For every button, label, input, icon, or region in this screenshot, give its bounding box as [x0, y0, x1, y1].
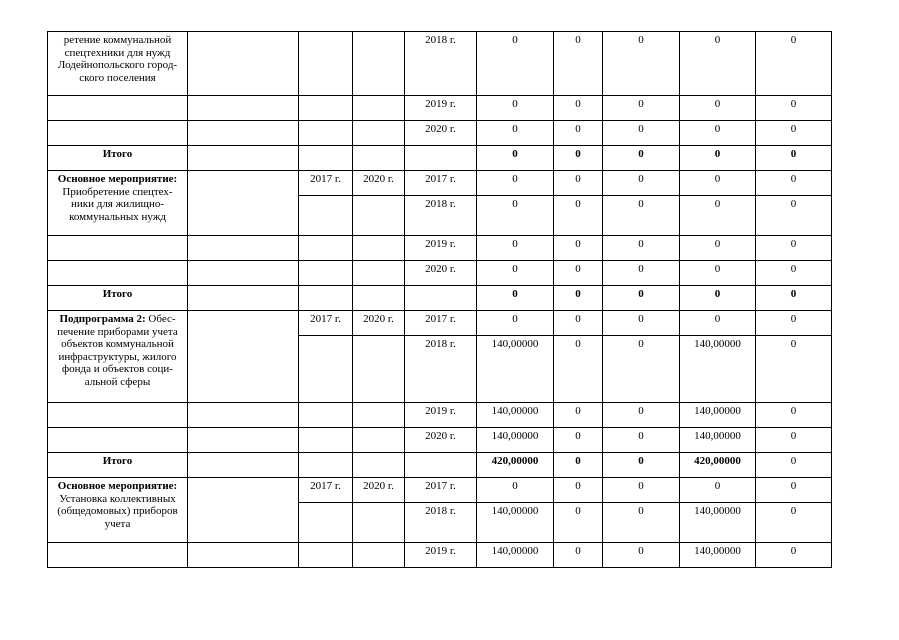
empty-cell — [188, 428, 299, 453]
value-cell: 0 — [680, 261, 756, 286]
value-cell: 0 — [603, 32, 680, 96]
total-value: 0 — [756, 453, 832, 478]
desc-line: ского поселения — [79, 71, 156, 84]
empty-cell — [188, 121, 299, 146]
value-cell: 0 — [554, 121, 603, 146]
empty-cell — [405, 453, 477, 478]
desc-line: спецтехники для нужд — [64, 46, 171, 59]
empty-cell — [353, 403, 405, 428]
measure-description-cell — [48, 171, 188, 236]
value-cell: 140,00000 — [680, 403, 756, 428]
value-cell: 0 — [477, 32, 554, 96]
year-cell: 2017 г. — [405, 478, 477, 503]
value-cell: 0 — [603, 428, 680, 453]
empty-cell — [353, 121, 405, 146]
empty-cell — [188, 96, 299, 121]
value-cell: 140,00000 — [477, 543, 554, 568]
start-year-cell: 2017 г. — [299, 478, 353, 503]
value-cell: 0 — [603, 503, 680, 543]
empty-cell — [188, 286, 299, 311]
empty-cell — [188, 403, 299, 428]
value-cell: 0 — [554, 236, 603, 261]
value-cell: 0 — [756, 261, 832, 286]
desc-first-line — [51, 313, 184, 326]
empty-cell — [353, 286, 405, 311]
empty-cell — [188, 32, 299, 96]
measure-description-cell — [48, 311, 188, 403]
table-row — [48, 121, 832, 146]
year-cell: 2019 г. — [405, 236, 477, 261]
total-label: Итого — [48, 286, 188, 311]
year-cell: 2018 г. — [405, 336, 477, 403]
value-cell: 0 — [756, 32, 832, 96]
table-row-total — [48, 146, 832, 171]
table-row — [48, 171, 832, 196]
desc-line: ники для жилищно- — [70, 198, 165, 210]
value-cell: 0 — [477, 171, 554, 196]
empty-cell — [405, 286, 477, 311]
end-year-cell: 2020 г. — [353, 478, 405, 503]
value-cell: 0 — [603, 478, 680, 503]
table-row — [48, 261, 832, 286]
year-cell: 2017 г. — [405, 171, 477, 196]
value-cell: 140,00000 — [680, 428, 756, 453]
total-value: 0 — [554, 146, 603, 171]
total-value: 0 — [477, 146, 554, 171]
value-cell: 0 — [756, 196, 832, 236]
value-cell: 0 — [756, 171, 832, 196]
value-cell: 0 — [477, 236, 554, 261]
empty-cell — [48, 261, 188, 286]
empty-cell — [405, 146, 477, 171]
empty-cell — [353, 543, 405, 568]
table-row — [48, 32, 832, 96]
value-cell: 0 — [477, 261, 554, 286]
desc-line: Приобретение спецтех- — [62, 185, 173, 198]
value-cell: 0 — [477, 311, 554, 336]
desc-line: альной сферы — [84, 375, 151, 388]
value-cell: 140,00000 — [477, 336, 554, 403]
desc-heading: Подпрограмма 2: — [59, 313, 146, 325]
value-cell: 0 — [554, 503, 603, 543]
value-cell: 0 — [477, 196, 554, 236]
empty-cell — [353, 503, 405, 543]
desc-line: фонда и объектов соци- — [62, 363, 173, 375]
total-value: 0 — [603, 453, 680, 478]
desc-line: инфраструктуры, жилого — [58, 350, 177, 363]
empty-cell — [353, 96, 405, 121]
empty-cell — [188, 146, 299, 171]
value-cell: 0 — [603, 96, 680, 121]
value-cell: 0 — [756, 96, 832, 121]
empty-cell — [48, 428, 188, 453]
end-year-cell: 2020 г. — [353, 311, 405, 336]
year-cell: 2018 г. — [405, 32, 477, 96]
desc-line: Установка коллективных — [59, 492, 176, 505]
empty-cell — [188, 171, 299, 236]
value-cell: 140,00000 — [680, 336, 756, 403]
year-cell: 2018 г. — [405, 503, 477, 543]
year-cell: 2019 г. — [405, 403, 477, 428]
empty-cell — [299, 543, 353, 568]
measure-description-cell — [48, 478, 188, 543]
value-cell: 0 — [554, 543, 603, 568]
value-cell: 140,00000 — [680, 543, 756, 568]
year-cell: 2020 г. — [405, 261, 477, 286]
desc-line: (общедомовых) приборов — [57, 505, 178, 517]
total-label: Итого — [48, 453, 188, 478]
value-cell: 0 — [554, 336, 603, 403]
total-label: Итого — [48, 146, 188, 171]
table-row — [48, 428, 832, 453]
value-cell: 0 — [756, 311, 832, 336]
year-cell: 2019 г. — [405, 96, 477, 121]
total-value: 0 — [477, 286, 554, 311]
value-cell: 0 — [756, 478, 832, 503]
value-cell: 0 — [477, 121, 554, 146]
empty-cell — [188, 453, 299, 478]
value-cell: 0 — [477, 478, 554, 503]
value-cell: 140,00000 — [477, 403, 554, 428]
empty-cell — [188, 261, 299, 286]
total-value: 0 — [603, 146, 680, 171]
desc-line: учета — [104, 517, 131, 530]
value-cell: 0 — [680, 121, 756, 146]
value-cell: 140,00000 — [680, 503, 756, 543]
value-cell: 0 — [603, 311, 680, 336]
value-cell: 0 — [756, 121, 832, 146]
value-cell: 0 — [756, 336, 832, 403]
value-cell: 0 — [554, 196, 603, 236]
end-year-cell: 2020 г. — [353, 171, 405, 196]
value-cell: 0 — [554, 311, 603, 336]
empty-cell — [188, 311, 299, 403]
empty-cell — [299, 236, 353, 261]
desc-line: коммунальных нужд — [69, 210, 166, 223]
value-cell: 0 — [554, 478, 603, 503]
table-row — [48, 311, 832, 336]
table-row — [48, 236, 832, 261]
empty-cell — [299, 453, 353, 478]
desc-line: Лодейнопольского город- — [57, 59, 178, 71]
empty-cell — [353, 32, 405, 96]
table-row — [48, 543, 832, 568]
value-cell: 0 — [554, 96, 603, 121]
total-value: 0 — [680, 146, 756, 171]
value-cell: 0 — [680, 32, 756, 96]
desc-line: ретение коммунальной — [63, 34, 172, 46]
value-cell: 0 — [680, 171, 756, 196]
empty-cell — [299, 32, 353, 96]
desc-line: печение приборами учета — [57, 325, 178, 338]
empty-cell — [299, 336, 353, 403]
year-cell: 2019 г. — [405, 543, 477, 568]
measure-description-cell — [48, 32, 188, 96]
value-cell: 0 — [603, 261, 680, 286]
value-cell: 0 — [680, 196, 756, 236]
empty-cell — [299, 196, 353, 236]
empty-cell — [353, 236, 405, 261]
empty-cell — [299, 96, 353, 121]
year-cell: 2020 г. — [405, 121, 477, 146]
empty-cell — [48, 543, 188, 568]
value-cell: 140,00000 — [477, 428, 554, 453]
empty-cell — [299, 403, 353, 428]
value-cell: 0 — [554, 171, 603, 196]
table-row-total — [48, 286, 832, 311]
total-value: 420,00000 — [680, 453, 756, 478]
year-cell: 2020 г. — [405, 428, 477, 453]
desc-heading: Основное мероприятие: — [57, 173, 178, 185]
empty-cell — [299, 121, 353, 146]
start-year-cell: 2017 г. — [299, 311, 353, 336]
empty-cell — [188, 236, 299, 261]
empty-cell — [299, 261, 353, 286]
empty-cell — [353, 336, 405, 403]
total-value: 0 — [554, 286, 603, 311]
value-cell: 0 — [603, 236, 680, 261]
value-cell: 0 — [603, 171, 680, 196]
value-cell: 0 — [554, 32, 603, 96]
empty-cell — [299, 286, 353, 311]
empty-cell — [48, 403, 188, 428]
empty-cell — [299, 428, 353, 453]
empty-cell — [188, 478, 299, 543]
value-cell: 140,00000 — [477, 503, 554, 543]
empty-cell — [48, 236, 188, 261]
value-cell: 0 — [680, 478, 756, 503]
empty-cell — [353, 261, 405, 286]
value-cell: 0 — [603, 121, 680, 146]
empty-cell — [299, 146, 353, 171]
total-value: 0 — [603, 286, 680, 311]
total-value: 0 — [554, 453, 603, 478]
value-cell: 0 — [756, 236, 832, 261]
value-cell: 0 — [756, 543, 832, 568]
empty-cell — [353, 428, 405, 453]
value-cell: 0 — [554, 261, 603, 286]
value-cell: 0 — [680, 96, 756, 121]
value-cell: 0 — [603, 403, 680, 428]
total-value: 0 — [756, 286, 832, 311]
total-value: 0 — [680, 286, 756, 311]
value-cell: 0 — [603, 336, 680, 403]
value-cell: 0 — [680, 236, 756, 261]
empty-cell — [353, 196, 405, 236]
empty-cell — [353, 146, 405, 171]
budget-table-full — [47, 31, 832, 568]
total-value: 0 — [756, 146, 832, 171]
total-value: 420,00000 — [477, 453, 554, 478]
empty-cell — [48, 96, 188, 121]
value-cell: 0 — [554, 403, 603, 428]
table-row-total — [48, 453, 832, 478]
value-cell: 0 — [603, 543, 680, 568]
empty-cell — [48, 121, 188, 146]
value-cell: 0 — [756, 428, 832, 453]
value-cell: 0 — [680, 311, 756, 336]
empty-cell — [188, 543, 299, 568]
empty-cell — [353, 453, 405, 478]
table-row — [48, 403, 832, 428]
desc-heading: Основное мероприятие: — [57, 480, 178, 492]
year-cell: 2017 г. — [405, 311, 477, 336]
table-row — [48, 96, 832, 121]
value-cell: 0 — [603, 196, 680, 236]
start-year-cell: 2017 г. — [299, 171, 353, 196]
year-cell: 2018 г. — [405, 196, 477, 236]
value-cell: 0 — [756, 503, 832, 543]
table-row — [48, 478, 832, 503]
value-cell: 0 — [554, 428, 603, 453]
value-cell: 0 — [477, 96, 554, 121]
value-cell: 0 — [756, 403, 832, 428]
desc-heading-rest: Обес- — [145, 313, 176, 325]
desc-line: объектов коммунальной — [61, 338, 174, 350]
empty-cell — [299, 503, 353, 543]
